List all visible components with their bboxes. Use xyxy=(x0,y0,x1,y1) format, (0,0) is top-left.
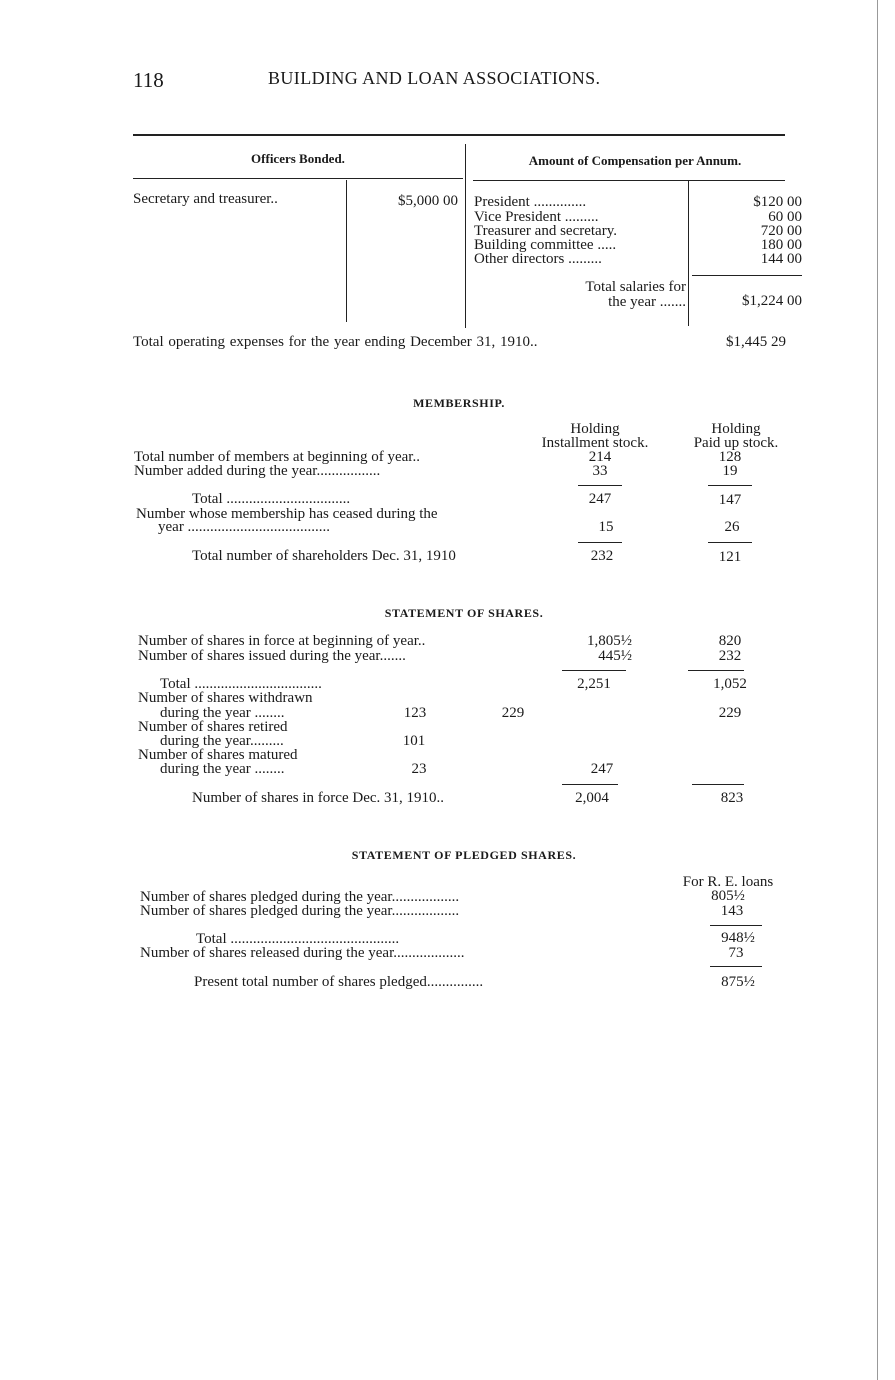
comp-label-other-directors: Other directors ......... xyxy=(474,251,602,267)
shares-withdrawn-sum: 229 xyxy=(501,705,525,721)
shares-title: STATEMENT OF SHARES. xyxy=(384,606,544,620)
pledged-released-value: 73 xyxy=(728,945,744,961)
shares-in-force-v2: 820 xyxy=(718,633,742,649)
membership-row-added-v1: 33 xyxy=(592,463,608,479)
membership-row-beginning-v1: 214 xyxy=(588,449,612,465)
shares-issued-label: Number of shares issued during the year....... xyxy=(138,648,406,664)
membership-total-v2: 147 xyxy=(718,492,742,508)
shares-end-v1: 2,004 xyxy=(575,790,609,806)
shares-issued-v1: 445½ xyxy=(598,648,632,664)
total-salaries-label-line2: the year ....... xyxy=(608,294,686,310)
shares-withdrawn-count: 123 xyxy=(403,705,427,721)
membership-sum-rule-4 xyxy=(708,542,752,543)
membership-shareholders-v2: 121 xyxy=(718,549,742,565)
compensation-header-rule xyxy=(473,180,785,181)
pledged-row-2-value: 143 xyxy=(720,903,744,919)
membership-col1-header-line2: Installment stock. xyxy=(541,435,649,451)
pledged-row-2-label: Number of shares pledged during the year.................. xyxy=(140,903,460,919)
shares-in-force-label: Number of shares in force at beginning of year.. xyxy=(138,633,426,649)
membership-ceased-v1: 15 xyxy=(598,519,614,535)
membership-ceased-label-line1: Number whose membership has ceased during the xyxy=(136,506,438,522)
shares-retired-label-line2: during the year......... xyxy=(160,733,284,749)
membership-row-added-label: Number added during the year................. xyxy=(134,463,381,479)
membership-ceased-v2: 26 xyxy=(724,519,740,535)
bonded-officer-amount: $5,000 00 xyxy=(398,193,458,209)
shares-sum-rule-4 xyxy=(692,784,744,785)
membership-total-v1: 247 xyxy=(588,491,612,507)
page-number: 118 xyxy=(133,68,164,92)
membership-sum-rule-2 xyxy=(708,485,752,486)
compensation-column-divider xyxy=(688,180,689,326)
comp-amount-president: $120 00 xyxy=(753,194,802,210)
shares-retired-label-line1: Number of shares retired xyxy=(138,719,288,735)
membership-row-added-v2: 19 xyxy=(722,463,738,479)
pledged-total-value: 948½ xyxy=(721,930,755,946)
bonded-header-rule xyxy=(133,178,463,179)
compensation-title: Amount of Compensation per Annum. xyxy=(528,153,742,168)
membership-total-label: Total ................................. xyxy=(192,491,351,507)
shares-in-force-v1: 1,805½ xyxy=(587,633,632,649)
pledged-sum-rule-1 xyxy=(710,925,762,926)
operating-expenses-amount: $1,445 29 xyxy=(726,334,786,350)
pledged-present-value: 875½ xyxy=(721,974,755,990)
table-top-rule xyxy=(133,134,785,136)
pledged-row-1-value: 805½ xyxy=(711,888,745,904)
table-divider-main xyxy=(465,144,466,328)
shares-end-v2: 823 xyxy=(720,790,744,806)
pledged-present-label: Present total number of shares pledged............... xyxy=(194,974,484,990)
shares-withdrawn-v2: 229 xyxy=(718,705,742,721)
pledged-col-header: For R. E. loans xyxy=(682,874,774,890)
membership-row-beginning-v2: 128 xyxy=(718,449,742,465)
shares-total-label: Total .................................. xyxy=(160,676,322,692)
membership-col2-header-line1: Holding xyxy=(711,421,761,437)
bonded-officer-label: Secretary and treasurer.. xyxy=(133,191,278,207)
pledged-sum-rule-2 xyxy=(710,966,762,967)
membership-ceased-label-line2: year ...................................... xyxy=(158,519,331,535)
comp-amount-building-committee: 180 00 xyxy=(760,237,802,253)
pledged-title: STATEMENT OF PLEDGED SHARES. xyxy=(351,848,577,862)
comp-label-treasurer-secretary: Treasurer and secretary. xyxy=(474,223,617,239)
comp-amount-vice-president: 60 00 xyxy=(768,209,802,225)
membership-sum-rule-1 xyxy=(578,485,622,486)
shares-retired-count: 101 xyxy=(402,733,426,749)
running-title: BUILDING AND LOAN ASSOCIATIONS. xyxy=(268,68,601,88)
membership-col2-header-line2: Paid up stock. xyxy=(693,435,779,451)
shares-sum-rule-2 xyxy=(688,670,744,671)
bonded-column-divider xyxy=(346,180,347,322)
officers-bonded-title: Officers Bonded. xyxy=(251,151,345,166)
shares-total-v1: 2,251 xyxy=(577,676,611,692)
shares-matured-label-line2: during the year ........ xyxy=(160,761,285,777)
shares-total-v2: 1,052 xyxy=(713,676,747,692)
pledged-row-1-label: Number of shares pledged during the year.................. xyxy=(140,889,460,905)
membership-shareholders-label: Total number of shareholders Dec. 31, 1910 xyxy=(192,548,456,564)
shares-withdrawn-label-line2: during the year ........ xyxy=(160,705,285,721)
shares-sum-rule-1 xyxy=(562,670,626,671)
shares-matured-count: 23 xyxy=(411,761,427,777)
membership-col1-header-line1: Holding xyxy=(570,421,620,437)
membership-row-beginning-label: Total number of members at beginning of year.. xyxy=(134,449,420,465)
shares-issued-v2: 232 xyxy=(718,648,742,664)
total-salaries-label-line1: Total salaries for xyxy=(585,279,686,295)
comp-label-president: President .............. xyxy=(474,194,587,210)
comp-label-building-committee: Building committee ..... xyxy=(474,237,617,253)
operating-expenses-label: Total operating expenses for the year ending December 31, 1910.. xyxy=(133,334,538,350)
membership-shareholders-v1: 232 xyxy=(590,548,614,564)
salaries-sum-rule xyxy=(692,275,802,276)
comp-amount-treasurer-secretary: 720 00 xyxy=(760,223,802,239)
membership-title: MEMBERSHIP. xyxy=(413,396,505,410)
membership-sum-rule-3 xyxy=(578,542,622,543)
pledged-released-label: Number of shares released during the year................... xyxy=(140,945,465,961)
comp-amount-other-directors: 144 00 xyxy=(760,251,802,267)
pledged-total-label: Total ............................................. xyxy=(196,931,400,947)
shares-matured-label-line1: Number of shares matured xyxy=(138,747,298,763)
page-edge xyxy=(877,0,878,1380)
shares-withdrawn-label-line1: Number of shares withdrawn xyxy=(138,690,313,706)
shares-matured-sum: 247 xyxy=(590,761,614,777)
total-salaries-amount: $1,224 00 xyxy=(742,293,802,309)
shares-sum-rule-3 xyxy=(562,784,618,785)
shares-end-label: Number of shares in force Dec. 31, 1910.. xyxy=(192,790,445,806)
comp-label-vice-president: Vice President ......... xyxy=(474,209,599,225)
